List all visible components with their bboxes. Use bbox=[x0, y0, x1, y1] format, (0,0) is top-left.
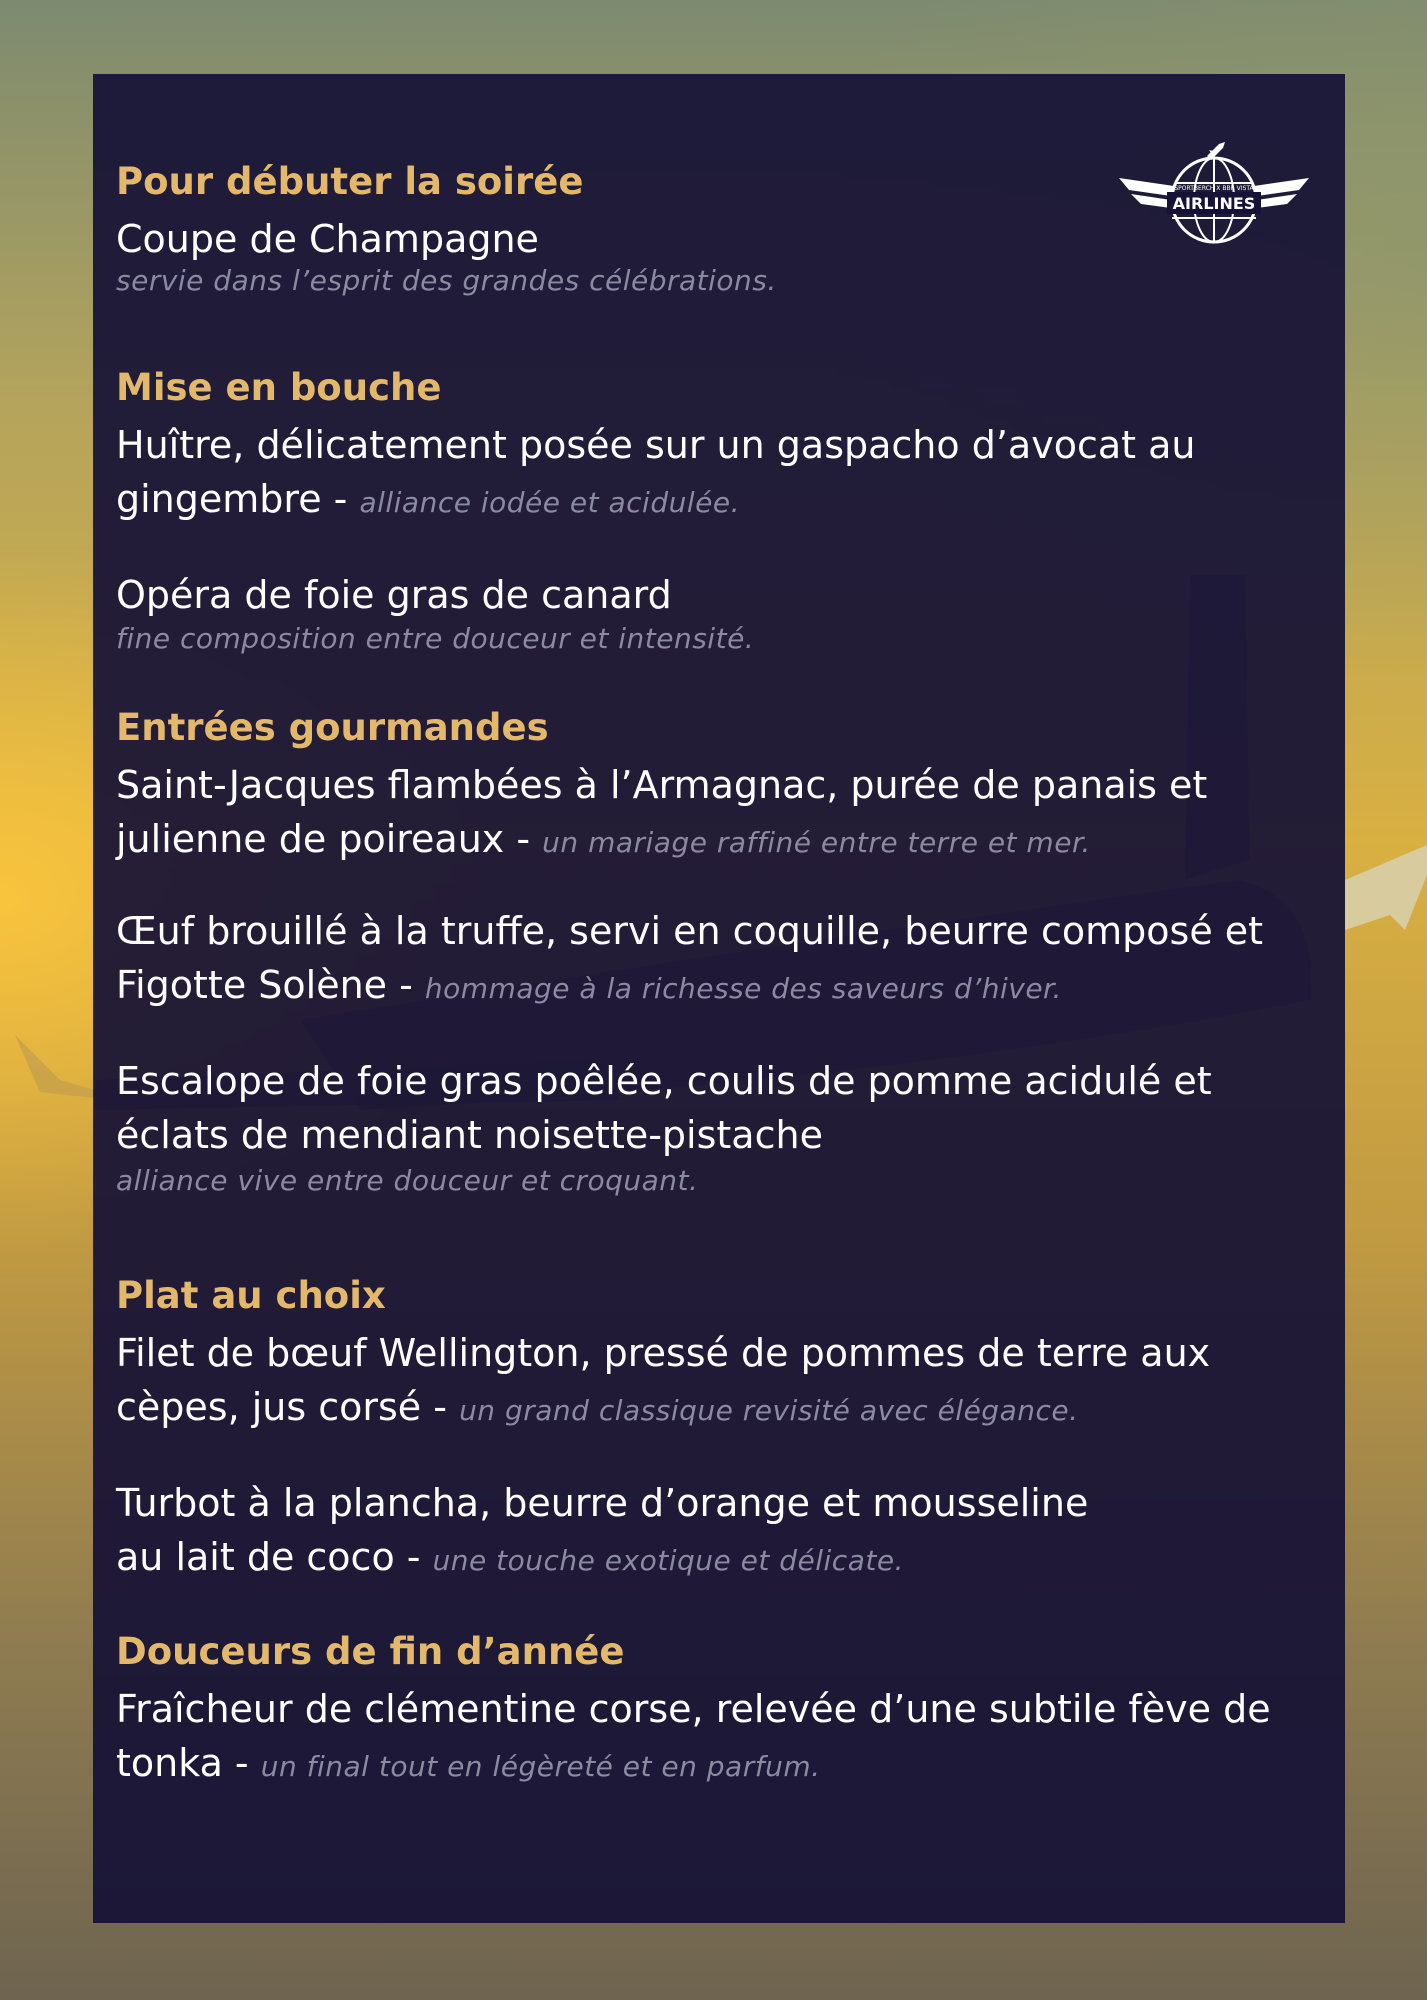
dish-oeuf-line1: Œuf brouillé à la truffe, servi en coquille, beurre composé et bbox=[116, 909, 1264, 953]
dish-saint-jacques-line1: Saint-Jacques flambées à l’Armagnac, purée de panais et bbox=[116, 763, 1208, 807]
dish-turbot-line1: Turbot à la plancha, beurre d’orange et mousseline bbox=[116, 1481, 1089, 1525]
logo-top-text: SPORTBERCH X BBR VISTA bbox=[1174, 185, 1254, 192]
dish-huitre-text: gingembre - bbox=[116, 477, 360, 521]
menu-panel bbox=[93, 74, 1345, 1923]
dish-escalope-line1: Escalope de foie gras poêlée, coulis de pomme acidulé et bbox=[116, 1059, 1212, 1103]
dish-saint-jacques-text: julienne de poireaux - bbox=[116, 817, 543, 861]
logo-main-text: AIRLINES bbox=[1172, 194, 1256, 213]
dish-clementine-note: un final tout en légèreté et en parfum. bbox=[260, 1750, 821, 1783]
section-heading-entrees: Entrées gourmandes bbox=[116, 706, 549, 749]
dish-turbot-line2 bbox=[116, 1530, 904, 1588]
section-heading-soiree: Pour débuter la soirée bbox=[116, 160, 584, 203]
dish-huitre-line1: Huître, délicatement posée sur un gaspacho d’avocat au bbox=[116, 423, 1196, 467]
section-heading-douceurs: Douceurs de fin d’année bbox=[116, 1630, 625, 1673]
dish-turbot-note: une touche exotique et délicate. bbox=[432, 1544, 904, 1577]
dish-oeuf-note: hommage à la richesse des saveurs d’hiver. bbox=[424, 972, 1062, 1005]
dish-huitre-line2 bbox=[116, 472, 740, 530]
dish-clementine-line2 bbox=[116, 1736, 821, 1794]
dish-saint-jacques-note: un mariage raffiné entre terre et mer. bbox=[542, 826, 1091, 859]
dish-wellington-note: un grand classique revisité avec élégance. bbox=[459, 1394, 1079, 1427]
airlines-globe-logo bbox=[1119, 138, 1309, 248]
dish-huitre-note: alliance iodée et acidulée. bbox=[359, 486, 740, 519]
dish-oeuf-text: Figotte Solène - bbox=[116, 963, 425, 1007]
dish-clementine-text: tonka - bbox=[116, 1741, 261, 1785]
dish-wellington-line2 bbox=[116, 1380, 1079, 1438]
dish-wellington-line1: Filet de bœuf Wellington, pressé de pommes de terre aux bbox=[116, 1331, 1211, 1375]
section-heading-plat: Plat au choix bbox=[116, 1274, 386, 1317]
dish-opera-note: fine composition entre douceur et intensité. bbox=[116, 622, 755, 655]
dish-oeuf-line2 bbox=[116, 958, 1062, 1016]
dish-opera: Opéra de foie gras de canard bbox=[116, 573, 672, 617]
dish-escalope-line2: éclats de mendiant noisette-pistache bbox=[116, 1113, 823, 1157]
dish-champagne-note: servie dans l’esprit des grandes célébrations. bbox=[116, 264, 777, 297]
dish-clementine-line1: Fraîcheur de clémentine corse, relevée d’une subtile fève de bbox=[116, 1687, 1271, 1731]
dish-turbot-text: au lait de coco - bbox=[116, 1535, 433, 1579]
dish-escalope-note: alliance vive entre douceur et croquant. bbox=[116, 1164, 699, 1197]
section-heading-bouche: Mise en bouche bbox=[116, 366, 442, 409]
dish-saint-jacques-line2 bbox=[116, 812, 1091, 870]
dish-wellington-text: cèpes, jus corsé - bbox=[116, 1385, 460, 1429]
dish-champagne: Coupe de Champagne bbox=[116, 217, 539, 261]
